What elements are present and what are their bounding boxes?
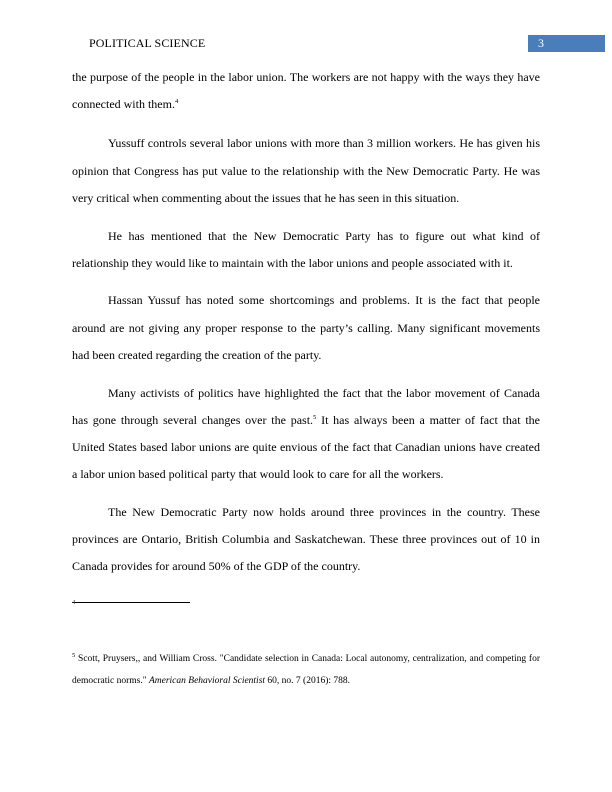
footnote-5-text-after: 60, no. 7 (2016): 788. — [265, 676, 351, 686]
running-head-title: POLITICAL SCIENCE — [89, 36, 206, 50]
paragraph-1-text: the purpose of the people in the labor union. The workers are not happy with the ways they have connected with them. — [72, 70, 540, 112]
footnote-5-journal: American Behavioral Scientist — [148, 676, 266, 686]
paragraph-1 — [72, 64, 540, 118]
paragraph-2: Yussuff controls several labor unions with more than 3 million workers. He has given his opinion that Congress has put value to the relationship with the New Democratic Party. He was very critical when commenting about the issues that he has seen in this situation. — [72, 136, 540, 205]
page-number-badge — [528, 35, 605, 52]
footnote-ref-5[interactable]: 5 — [313, 413, 317, 421]
footnote-separator — [72, 602, 190, 603]
paragraph-6: The New Democratic Party now holds around three provinces in the country. These provinces are Ontario, British Columbia and Saskatchewan. These three provinces out of 10 in Canada provides for around 50% of the GDP of the country. — [72, 504, 540, 574]
footnote-5-text-before: Scott, Pruysers,, and William Cross. "Candidate selection in Canada: Local autonomy, centralization, and competing for democratic norms." — [72, 654, 540, 686]
footnote-5 — [72, 648, 540, 692]
footnote-5-number: 5 — [72, 651, 76, 659]
paragraph-3: He has mentioned that the New Democratic Party has to figure out what kind of relationship they would like to maintain with the labor unions and people associated with it. — [72, 228, 540, 270]
paragraph-4: Hassan Yussuf has noted some shortcomings and problems. It is the fact that people around are not giving any proper response to the party’s calling. Many significant movements had been created regarding the creation of the party. — [72, 293, 540, 362]
footnote-4-number: 4 — [72, 599, 76, 606]
paragraph-5 — [72, 380, 540, 489]
paragraph-5-text-after: It has always been a matter of fact that the United States based labor unions are quite envious of the fact that Canadian unions have created a labor union based political party that would look to care for all the workers. — [72, 412, 540, 482]
paragraph-5-text-before: Many activists of politics have highlighted the fact that the labor movement of Canada has gone through several changes over the past. — [72, 385, 540, 427]
footnote-ref-4[interactable]: 4 — [174, 98, 179, 106]
footnote-4 — [72, 599, 76, 609]
page-number: 3 — [538, 36, 544, 50]
document-body — [72, 64, 540, 591]
